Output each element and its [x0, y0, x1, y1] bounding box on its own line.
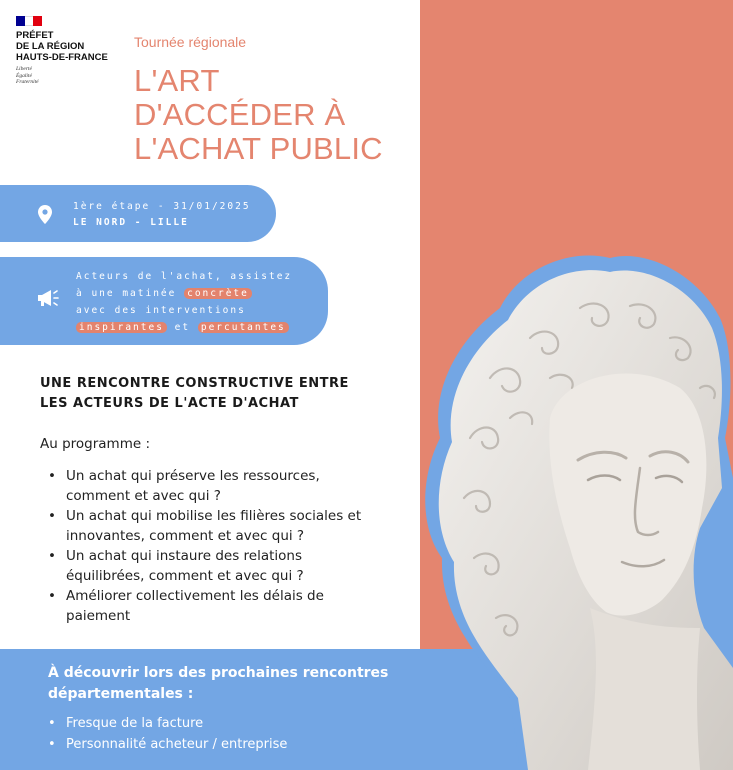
french-flag-icon: [16, 16, 42, 26]
heading-line-2: LES ACTEURS DE L'ACTE D'ACHAT: [40, 396, 299, 411]
statue-image: [400, 228, 733, 770]
promo-text-4: et: [174, 322, 191, 333]
page-title: [134, 64, 383, 166]
band-title-line-1: À découvrir lors des prochaines rencontres: [48, 665, 389, 681]
location-pin-icon: [38, 205, 52, 224]
motto-egalite: Égalité: [16, 72, 32, 79]
promo-pill: [0, 257, 328, 345]
event-date: 1ère étape - 31/01/2025: [73, 201, 251, 212]
prefecture-logo: [16, 16, 126, 86]
promo-text-3: avec des interventions: [76, 305, 246, 316]
program-item: • Un achat qui mobilise les filières sociales et innovantes, comment et avec qui ?: [48, 506, 408, 546]
logo-line-3: HAUTS-DE-FRANCE: [16, 52, 108, 63]
motto-fraternite: Fraternité: [16, 79, 39, 85]
title-line-1: L'ART: [134, 63, 220, 98]
megaphone-icon: [36, 289, 60, 307]
event-place: LE NORD - LILLE: [73, 217, 189, 228]
band-list: [48, 713, 287, 755]
band-title-line-2: départementales :: [48, 686, 194, 702]
program-item: • Un achat qui préserve les ressources, comment et avec qui ?: [48, 466, 408, 506]
highlight-concrete: concrète: [184, 288, 252, 299]
title-line-2: D'ACCÉDER À: [134, 97, 346, 132]
band-title: [48, 663, 388, 705]
program-item: • Améliorer collectivement les délais de paiement: [48, 586, 408, 626]
band-item: • Personnalité acheteur / entreprise: [48, 734, 287, 755]
highlight-inspirantes: inspirantes: [76, 322, 167, 333]
heading-line-1: UNE RENCONTRE CONSTRUCTIVE ENTRE: [40, 376, 349, 391]
subtitle: Tournée régionale: [134, 34, 247, 50]
promo-text-1: Acteurs de l'achat, assistez: [76, 271, 293, 282]
title-line-3: L'ACHAT PUBLIC: [134, 131, 383, 166]
program-item: • Un achat qui instaure des relations équilibrées, comment et avec qui ?: [48, 546, 408, 586]
section-heading: [40, 374, 349, 414]
logo-line-1: PRÉFET: [16, 30, 54, 41]
motto-liberte: Liberté: [16, 66, 32, 72]
program-label: Au programme :: [40, 436, 151, 452]
promo-text-2: à une matinée: [76, 288, 177, 299]
highlight-percutantes: percutantes: [198, 322, 289, 333]
program-list: [48, 466, 408, 626]
band-item: • Fresque de la facture: [48, 713, 287, 734]
event-date-pill: [0, 185, 276, 242]
logo-line-2: DE LA RÉGION: [16, 41, 85, 52]
